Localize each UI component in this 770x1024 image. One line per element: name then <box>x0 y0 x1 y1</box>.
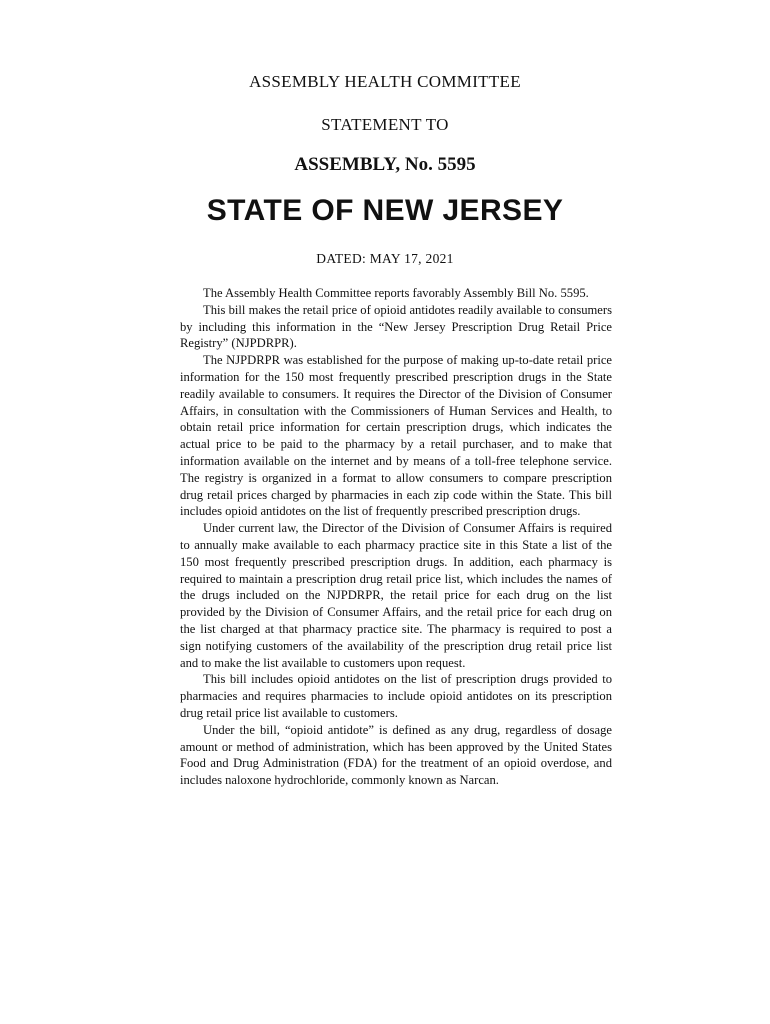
paragraph-report: The Assembly Health Committee reports favorably Assembly Bill No. 5595. <box>203 286 589 300</box>
paragraph-registry: The NJPDRPR was established for the purpose of making up-to-date retail price information for the 150 most frequently prescribed prescription drugs in the State readily available to consumers. It requires the Director of the Division of Consumer Affairs, in consultation with the Commissioners of Human Services and Health, to obtain retail price information for certain prescription drugs, which indicates the actual price to be paid to the pharmacy by a retail purchaser, and to make that information available on the internet and by means of a toll-free telephone service. The registry is organized in a format to allow consumers to compare prescription drug retail prices charged by pharmacies in each zip code within the State. This bill includes opioid antidotes on the list of frequently prescribed prescription drugs. <box>180 353 612 519</box>
state-title: STATE OF NEW JERSEY <box>206 194 564 227</box>
paragraph-current-law: Under current law, the Director of the Division of Consumer Affairs is required to annually make available to each pharmacy practice site in this State a list of the 150 most frequently prescribed prescription drugs. In addition, each pharmacy is required to maintain a prescription drug retail price list, which includes the names of the drugs included on the NJPDRPR, the retail price for each drug on the list provided by the Division of Consumer Affairs, and the retail price for each drug on the list charged at that pharmacy practice site. The pharmacy is required to post a sign notifying customers of the availability of the prescription drug retail price list and to make the list available to customers upon request. <box>180 521 612 670</box>
paragraph-pharmacies: This bill includes opioid antidotes on the list of prescription drugs provided to pharmacies and requires pharmacies to include opioid antidotes on its prescription drug retail price list available to customers. <box>180 672 612 720</box>
dated-line: DATED: MAY 17, 2021 <box>316 251 454 266</box>
statement-body <box>180 285 612 789</box>
committee-heading: ASSEMBLY HEALTH COMMITTEE <box>249 72 521 91</box>
paragraph-purpose: This bill makes the retail price of opioid antidotes readily available to consumers by including this information in the “New Jersey Prescription Drug Retail Price Registry” (NJPDRPR). <box>180 302 612 351</box>
bill-number-heading: ASSEMBLY, No. 5595 <box>294 154 476 175</box>
statement-heading: STATEMENT TO <box>321 115 449 134</box>
paragraph-definition: Under the bill, “opioid antidote” is defined as any drug, regardless of dosage amount or method of administration, which has been approved by the United States Food and Drug Administration (FDA) for the treatment of an opioid overdose, and includes naloxone hydrochloride, commonly known as Narcan. <box>180 722 612 788</box>
